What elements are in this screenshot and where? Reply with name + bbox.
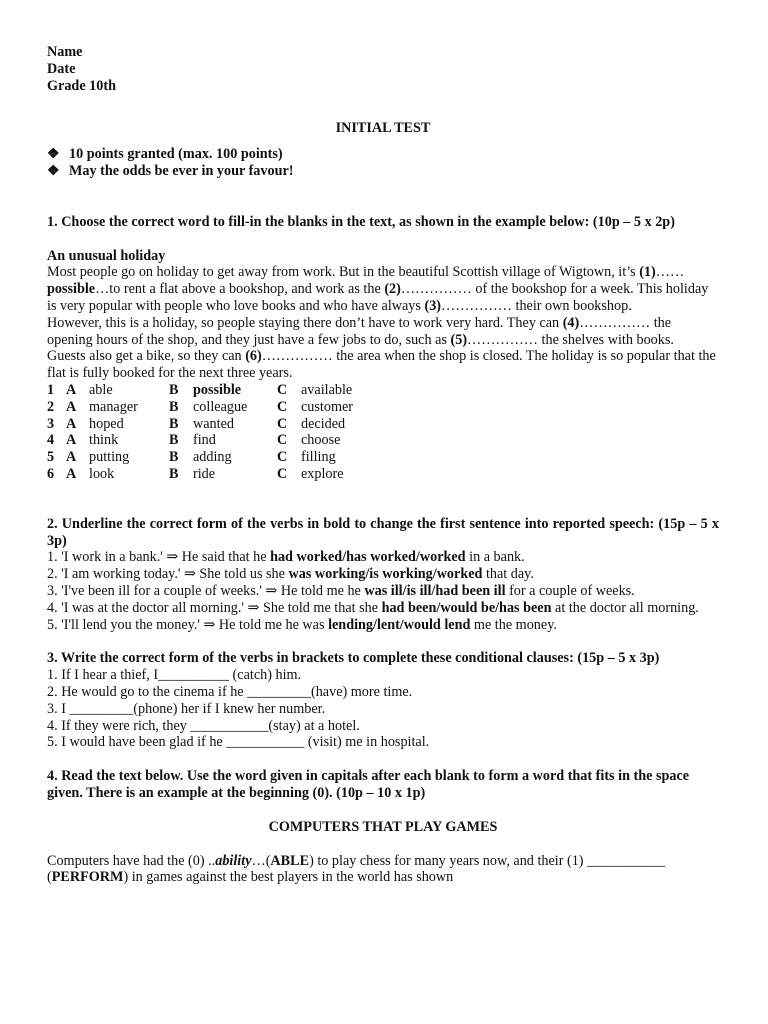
reported-speech-item: 5. 'I'll lend you the money.' ⇒ He told me he was lending/lent/would lend me the money. <box>47 616 557 633</box>
option-row <box>47 416 391 433</box>
verb-options[interactable]: lending/lent/would lend <box>328 616 471 633</box>
option-letter-b: B <box>169 398 179 415</box>
option-a: look <box>89 465 115 482</box>
option-letter-b: B <box>169 432 179 449</box>
section-1 <box>47 214 719 483</box>
section-4-instruction: 4. Read the text below. Use the word given in capitals after each blank to form a word that fits in the space given. There is an example at the beginning (0). (10p – 10 x 1p) <box>47 768 690 801</box>
option-number: 5 <box>47 449 55 466</box>
example-answer: possible <box>47 281 96 298</box>
option-a: able <box>89 381 113 398</box>
option-letter-b: B <box>169 449 179 466</box>
option-b: find <box>193 432 216 449</box>
option-row <box>47 432 391 449</box>
option-a: putting <box>89 449 130 466</box>
option-letter-a: A <box>66 398 77 415</box>
option-number: 3 <box>47 415 55 432</box>
option-row <box>47 466 391 483</box>
section-4-text: Computers have had the (0) ..ability…(ABLE) to play chess for many years now, and their (1) ___________ (PERFORM) in games against the best players in the world has shown <box>47 852 666 886</box>
option-letter-c: C <box>277 465 288 482</box>
reported-speech-item: 2. 'I am working today.' ⇒ She told us she was working/is working/worked that day. <box>47 566 534 583</box>
section-1-subtitle: An unusual holiday <box>47 247 166 264</box>
option-b: adding <box>193 449 232 466</box>
bullet-text: May the odds be ever in your favour! <box>69 162 294 179</box>
option-letter-a: A <box>66 381 77 398</box>
section-1-paragraph-3: Guests also get a bike, so they can (6)…………… the area when the shop is closed. The holiday is so popular that the flat is fully booked for the next three years. <box>47 348 716 382</box>
section-3 <box>47 650 719 751</box>
bullet-item <box>47 163 719 180</box>
section-1-paragraph-2: However, this is a holiday, so people staying there don’t have to work very hard. They can (4)…………… the opening hours of the shop, and they just have a few jobs to do, such as (5)…………… the shelves with books. <box>47 314 674 348</box>
option-c: customer <box>301 398 354 415</box>
option-number: 2 <box>47 398 55 415</box>
option-b: colleague <box>193 398 248 415</box>
section-4-subtitle: COMPUTERS THAT PLAY GAMES <box>268 818 498 835</box>
option-number: 6 <box>47 465 55 482</box>
verb-options[interactable]: was working/is working/worked <box>288 566 483 583</box>
header-block <box>47 44 719 95</box>
option-letter-b: B <box>169 381 179 398</box>
option-letter-c: C <box>277 381 288 398</box>
bullet-text: 10 points granted (max. 100 points) <box>69 145 283 162</box>
option-number: 4 <box>47 432 55 449</box>
bullet-item <box>47 146 719 163</box>
date-label: Date <box>47 61 76 77</box>
conditional-item: 1. If I hear a thief, I__________ (catch) him. <box>47 667 302 684</box>
section-1-instruction: 1. Choose the correct word to fill-in the blanks in the text, as shown in the example below: (10p – 5 x 2p) <box>47 213 675 230</box>
option-row <box>47 399 391 416</box>
option-row <box>47 382 391 399</box>
section-2 <box>47 516 719 634</box>
test-title: INITIAL TEST <box>335 120 431 136</box>
section-2-instruction: 2. Underline the correct form of the verbs in bold to change the first sentence into reported speech: (15p – 5 x 3p) <box>47 515 719 549</box>
option-letter-c: C <box>277 415 288 432</box>
options-table <box>47 382 391 483</box>
option-letter-a: A <box>66 415 77 432</box>
option-c: decided <box>301 415 346 432</box>
option-letter-c: C <box>277 449 288 466</box>
test-page <box>47 44 719 886</box>
option-a: think <box>89 432 119 449</box>
option-letter-a: A <box>66 465 77 482</box>
reported-speech-item: 4. 'I was at the doctor all morning.' ⇒ She told me that she had been/would be/has been at the doctor all morning. <box>47 599 699 616</box>
verb-options[interactable]: had been/would be/has been <box>381 599 552 616</box>
option-letter-b: B <box>169 415 179 432</box>
option-c: choose <box>301 432 341 449</box>
option-b: ride <box>193 465 216 482</box>
bullet-list <box>47 146 719 180</box>
option-a: hoped <box>89 415 124 432</box>
section-3-instruction: 3. Write the correct form of the verbs in brackets to complete these conditional clauses: (15p – 5 x 3p) <box>47 650 660 667</box>
diamond-bullet-icon: ❖ <box>47 162 60 179</box>
verb-options[interactable]: had worked/has worked/worked <box>270 549 466 566</box>
conditional-item: 5. I would have been glad if he ___________ (visit) me in hospital. <box>47 734 430 751</box>
option-letter-c: C <box>277 432 288 449</box>
grade-label: Grade 10th <box>47 78 116 94</box>
conditional-item: 4. If they were rich, they ___________(stay) at a hotel. <box>47 717 360 734</box>
section-1-paragraph-1: Most people go on holiday to get away from work. But in the beautiful Scottish village of Wigtown, it’s (1)……possible…to rent a flat above a bookshop, and work as the (2)…………… of the bookshop for a week. This holiday is very popular with people who love books and who have always (3)…………… their own bookshop. <box>47 264 709 314</box>
option-b: wanted <box>193 415 234 432</box>
option-b: possible <box>193 381 242 398</box>
option-c: available <box>301 381 353 398</box>
verb-options[interactable]: was ill/is ill/had been ill <box>364 582 506 599</box>
name-label: Name <box>47 44 83 60</box>
option-letter-a: A <box>66 432 77 449</box>
reported-speech-item: 1. 'I work in a bank.' ⇒ He said that he had worked/has worked/worked in a bank. <box>47 549 525 566</box>
option-c: explore <box>301 465 344 482</box>
option-letter-b: B <box>169 465 179 482</box>
option-letter-c: C <box>277 398 288 415</box>
diamond-bullet-icon: ❖ <box>47 145 60 162</box>
option-c: filling <box>301 449 336 466</box>
option-number: 1 <box>47 381 55 398</box>
conditional-item: 3. I _________(phone) her if I knew her number. <box>47 700 326 717</box>
section-4 <box>47 768 719 886</box>
reported-speech-item: 3. 'I've been ill for a couple of weeks.' ⇒ He told me he was ill/is ill/had been ill for a couple of weeks. <box>47 582 635 599</box>
conditional-item: 2. He would go to the cinema if he _________(have) more time. <box>47 683 413 700</box>
option-row <box>47 449 391 466</box>
example-answer: ability <box>215 852 252 869</box>
option-a: manager <box>89 398 138 415</box>
option-letter-a: A <box>66 449 77 466</box>
